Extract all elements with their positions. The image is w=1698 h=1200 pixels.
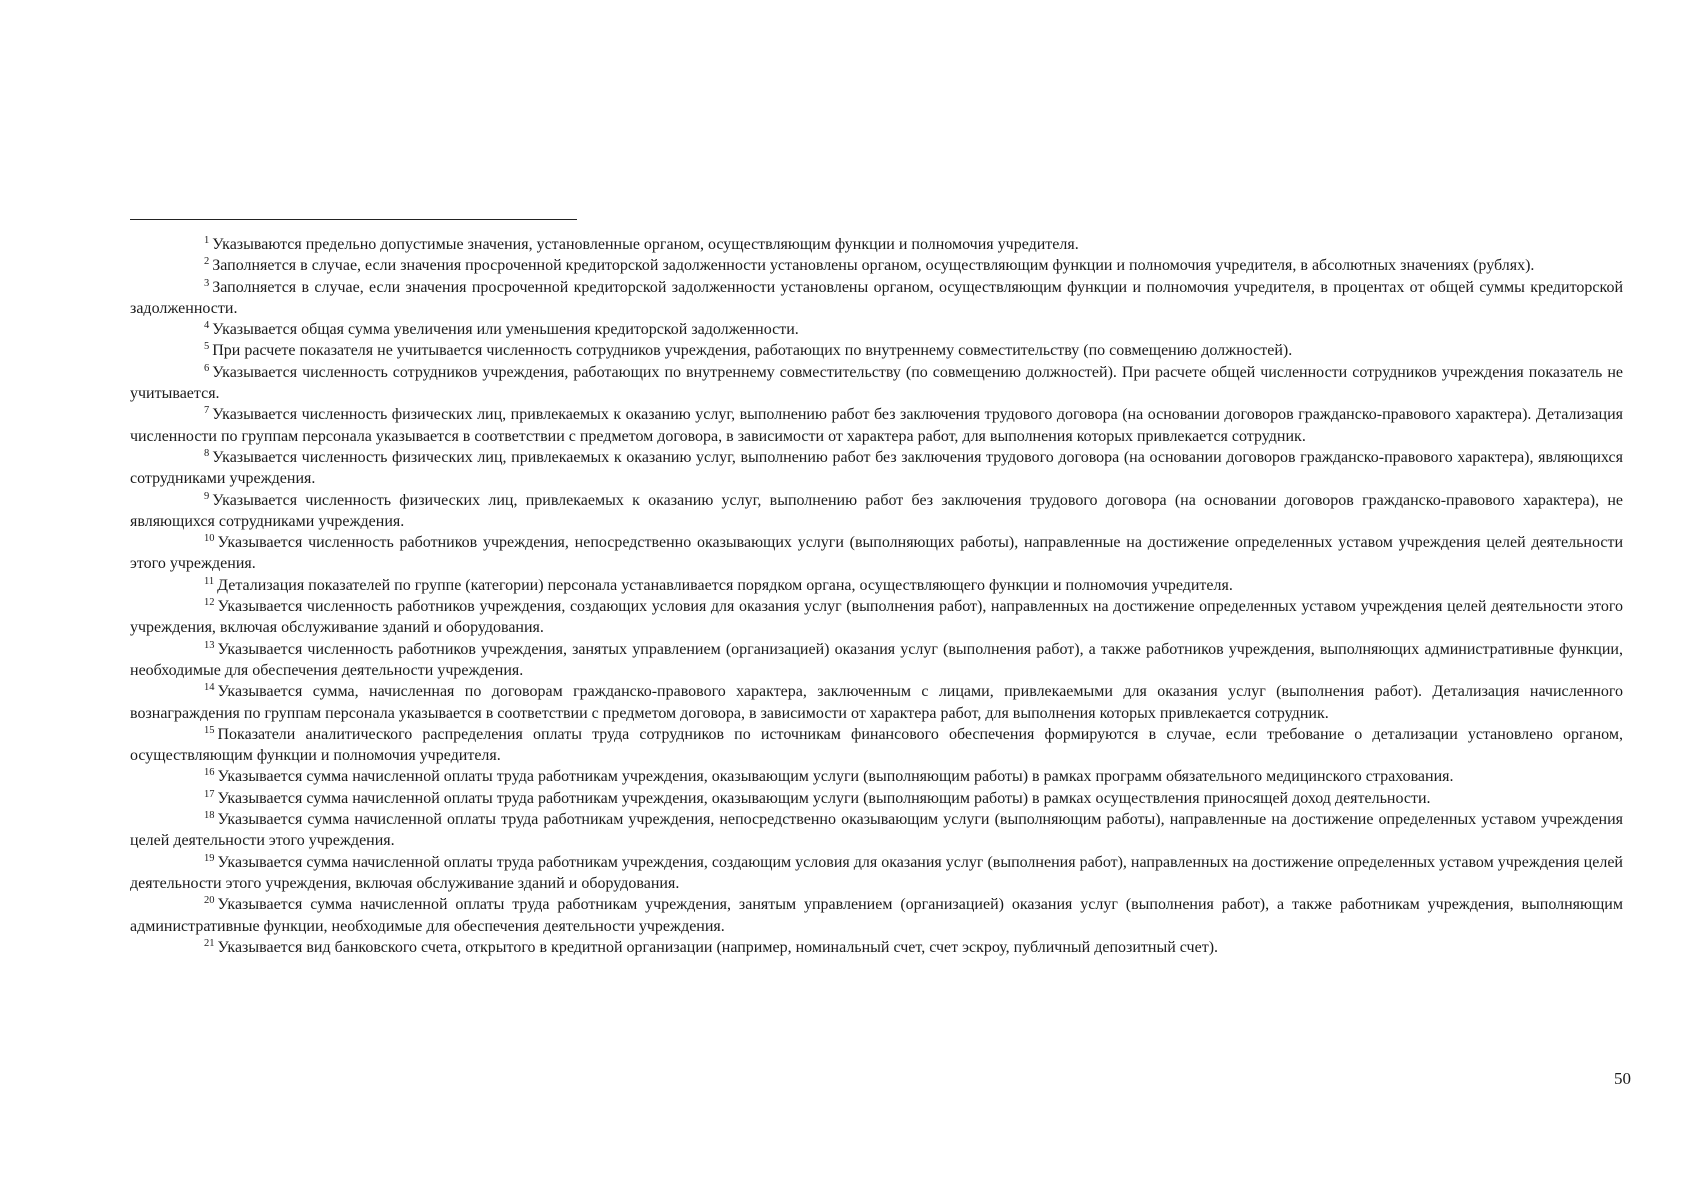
footnote-text: Указывается сумма, начисленная по договорам гражданско-правового характера, заключенным с лицами, привлекаемыми для оказания услуг (выполнения работ). Детализация начисленного вознаграждения по группам персонала указывается в соответствии с предметом договора, в зависимости от характера работ, для выполнения которых привлекается сотрудник. bbox=[130, 683, 1623, 722]
footnote-text: Указывается численность работников учреждения, занятых управлением (организацией) оказания услуг (выполнения работ), а также работников учреждения, выполняющих административные функции, необходимые для обеспечения деятельности учреждения. bbox=[130, 640, 1623, 679]
footnote-text: Указывается численность физических лиц, привлекаемых к оказанию услуг, выполнению работ без заключения трудового договора (на основании договоров гражданско-правового характера). Детализация численности по группам персонала указывается в соответствии с предметом договора, в зависимости от характера работ, для выполнения которых привлекается сотрудник. bbox=[130, 406, 1623, 445]
footnote-marker: 13 bbox=[204, 639, 215, 651]
footnote-marker: 8 bbox=[204, 447, 210, 459]
footnote-text: Указывается численность сотрудников учреждения, работающих по внутреннему совместительству (по совмещению должностей). При расчете общей численности сотрудников учреждения показатель не учитывается. bbox=[130, 363, 1623, 403]
footnote-16 bbox=[130, 766, 1623, 787]
footnote-18 bbox=[130, 809, 1623, 852]
footnote-9 bbox=[130, 490, 1623, 533]
footnote-marker: 21 bbox=[204, 937, 215, 949]
footnote-12 bbox=[130, 596, 1623, 639]
footnote-21 bbox=[130, 937, 1623, 958]
footnote-11 bbox=[130, 575, 1623, 596]
footnote-marker: 18 bbox=[204, 810, 215, 822]
footnote-marker: 1 bbox=[204, 235, 210, 246]
footnote-text: Указывается сумма начисленной оплаты труда работникам учреждения, непосредственно оказывающим услуги (выполняющим работы), направленные на достижение определенных уставом учреждения целей деятельности этого учреждения. bbox=[130, 811, 1623, 850]
footnote-text: Заполняется в случае, если значения просроченной кредиторской задолженности установлены органом, осуществляющим функции и полномочия учредителя, в процентах от общей суммы кредиторской задолженности. bbox=[130, 278, 1623, 317]
footnote-19 bbox=[130, 852, 1623, 895]
footnote-4 bbox=[130, 319, 1623, 340]
footnote-15 bbox=[130, 724, 1623, 767]
footnote-8 bbox=[130, 447, 1623, 490]
page-number: 50 bbox=[1614, 1069, 1631, 1088]
footnote-marker: 3 bbox=[204, 277, 210, 289]
footnote-text: Указывается численность физических лиц, привлекаемых к оказанию услуг, выполнению работ без заключения трудового договора (на основании договоров гражданско-правового характера), являющихся сотрудниками учреждения. bbox=[130, 448, 1623, 488]
footnote-7 bbox=[130, 404, 1623, 447]
footnote-marker: 17 bbox=[204, 788, 215, 800]
footnote-marker: 4 bbox=[204, 320, 210, 332]
footnote-marker: 5 bbox=[204, 341, 210, 353]
footnote-marker: 16 bbox=[204, 767, 215, 779]
footnote-marker: 9 bbox=[204, 490, 210, 502]
footnote-text: Указывается сумма начисленной оплаты труда работникам учреждения, создающим условия для оказания услуг (выполнения работ), направленных на достижение определенных уставом учреждения целей деятельности этого учреждения, включая обслуживание зданий и оборудования. bbox=[130, 853, 1623, 892]
footnote-1 bbox=[130, 234, 1623, 255]
footnote-text: Указывается численность физических лиц, привлекаемых к оказанию услуг, выполнению работ без заключения трудового договора (на основании договоров гражданско-правового характера), не являющихся сотрудниками учреждения. bbox=[130, 491, 1623, 530]
footnote-text: При расчете показателя не учитывается численность сотрудников учреждения, работающих по внутреннему совместительству (по совмещению должностей). bbox=[212, 342, 1293, 360]
footnote-text: Указывается сумма начисленной оплаты труда работникам учреждения, оказывающим услуги (выполняющим работы) в рамках программ обязательного медицинского страхования. bbox=[217, 768, 1454, 786]
footnote-10 bbox=[130, 532, 1623, 575]
footnote-13 bbox=[130, 639, 1623, 682]
footnote-17 bbox=[130, 788, 1623, 809]
footnote-6 bbox=[130, 362, 1623, 405]
footnote-marker: 19 bbox=[204, 852, 215, 864]
footnote-text: Показатели аналитического распределения оплаты труда сотрудников по источникам финансового обеспечения формируются в случае, если требование о детализации установлено органом, осуществляющим функции и полномочия учредителя. bbox=[130, 725, 1623, 765]
footnote-marker: 14 bbox=[204, 682, 215, 694]
footnote-marker: 20 bbox=[204, 895, 215, 907]
footnote-marker: 6 bbox=[204, 362, 210, 374]
footnote-text: Детализация показателей по группе (категории) персонала устанавливается порядком органа, осуществляющего функции и полномочия учредителя. bbox=[217, 576, 1233, 594]
footnote-text: Указывается численность работников учреждения, создающих условия для оказания услуг (выполнения работ), направленных на достижение определенных уставом учреждения целей деятельности этого учреждения, включая обслуживание зданий и оборудования. bbox=[130, 598, 1623, 637]
footnote-3 bbox=[130, 277, 1623, 320]
footnote-14 bbox=[130, 681, 1623, 724]
footnote-text: Указывается сумма начисленной оплаты труда работникам учреждения, занятым управлением (организацией) оказания услуг (выполнения работ), а также работникам учреждения, выполняющим административные функции, необходимые для обеспечения деятельности учреждения. bbox=[130, 896, 1623, 935]
footnote-2 bbox=[130, 255, 1623, 276]
footnote-text: Указывается общая сумма увеличения или уменьшения кредиторской задолженности. bbox=[212, 321, 799, 339]
footnote-20 bbox=[130, 894, 1623, 937]
footnotes-list bbox=[130, 234, 1623, 958]
footnote-marker: 15 bbox=[204, 724, 215, 736]
footnote-text: Указываются предельно допустимые значения, установленные органом, осуществляющим функции и полномочия учредителя. bbox=[212, 236, 1079, 253]
footnote-text: Указывается вид банковского счета, открытого в кредитной организации (например, номинальный счет, счет эскроу, публичный депозитный счет). bbox=[217, 938, 1219, 956]
footnote-marker: 11 bbox=[204, 575, 215, 587]
footnote-5 bbox=[130, 340, 1623, 361]
footnote-marker: 12 bbox=[204, 597, 215, 609]
footnote-text: Заполняется в случае, если значения просроченной кредиторской задолженности установлены органом, осуществляющим функции и полномочия учредителя, в абсолютных значениях (рублях). bbox=[212, 257, 1535, 275]
footnote-separator bbox=[130, 219, 577, 220]
footnote-marker: 10 bbox=[204, 533, 215, 545]
footnote-text: Указывается численность работников учреждения, непосредственно оказывающих услуги (выполняющих работы), направленные на достижение определенных уставом учреждения целей деятельности этого учреждения. bbox=[130, 534, 1623, 573]
footnote-marker: 2 bbox=[204, 256, 210, 268]
footnote-text: Указывается сумма начисленной оплаты труда работникам учреждения, оказывающим услуги (выполняющим работы) в рамках осуществления приносящей доход деятельности. bbox=[217, 789, 1431, 807]
footnote-marker: 7 bbox=[204, 405, 210, 417]
